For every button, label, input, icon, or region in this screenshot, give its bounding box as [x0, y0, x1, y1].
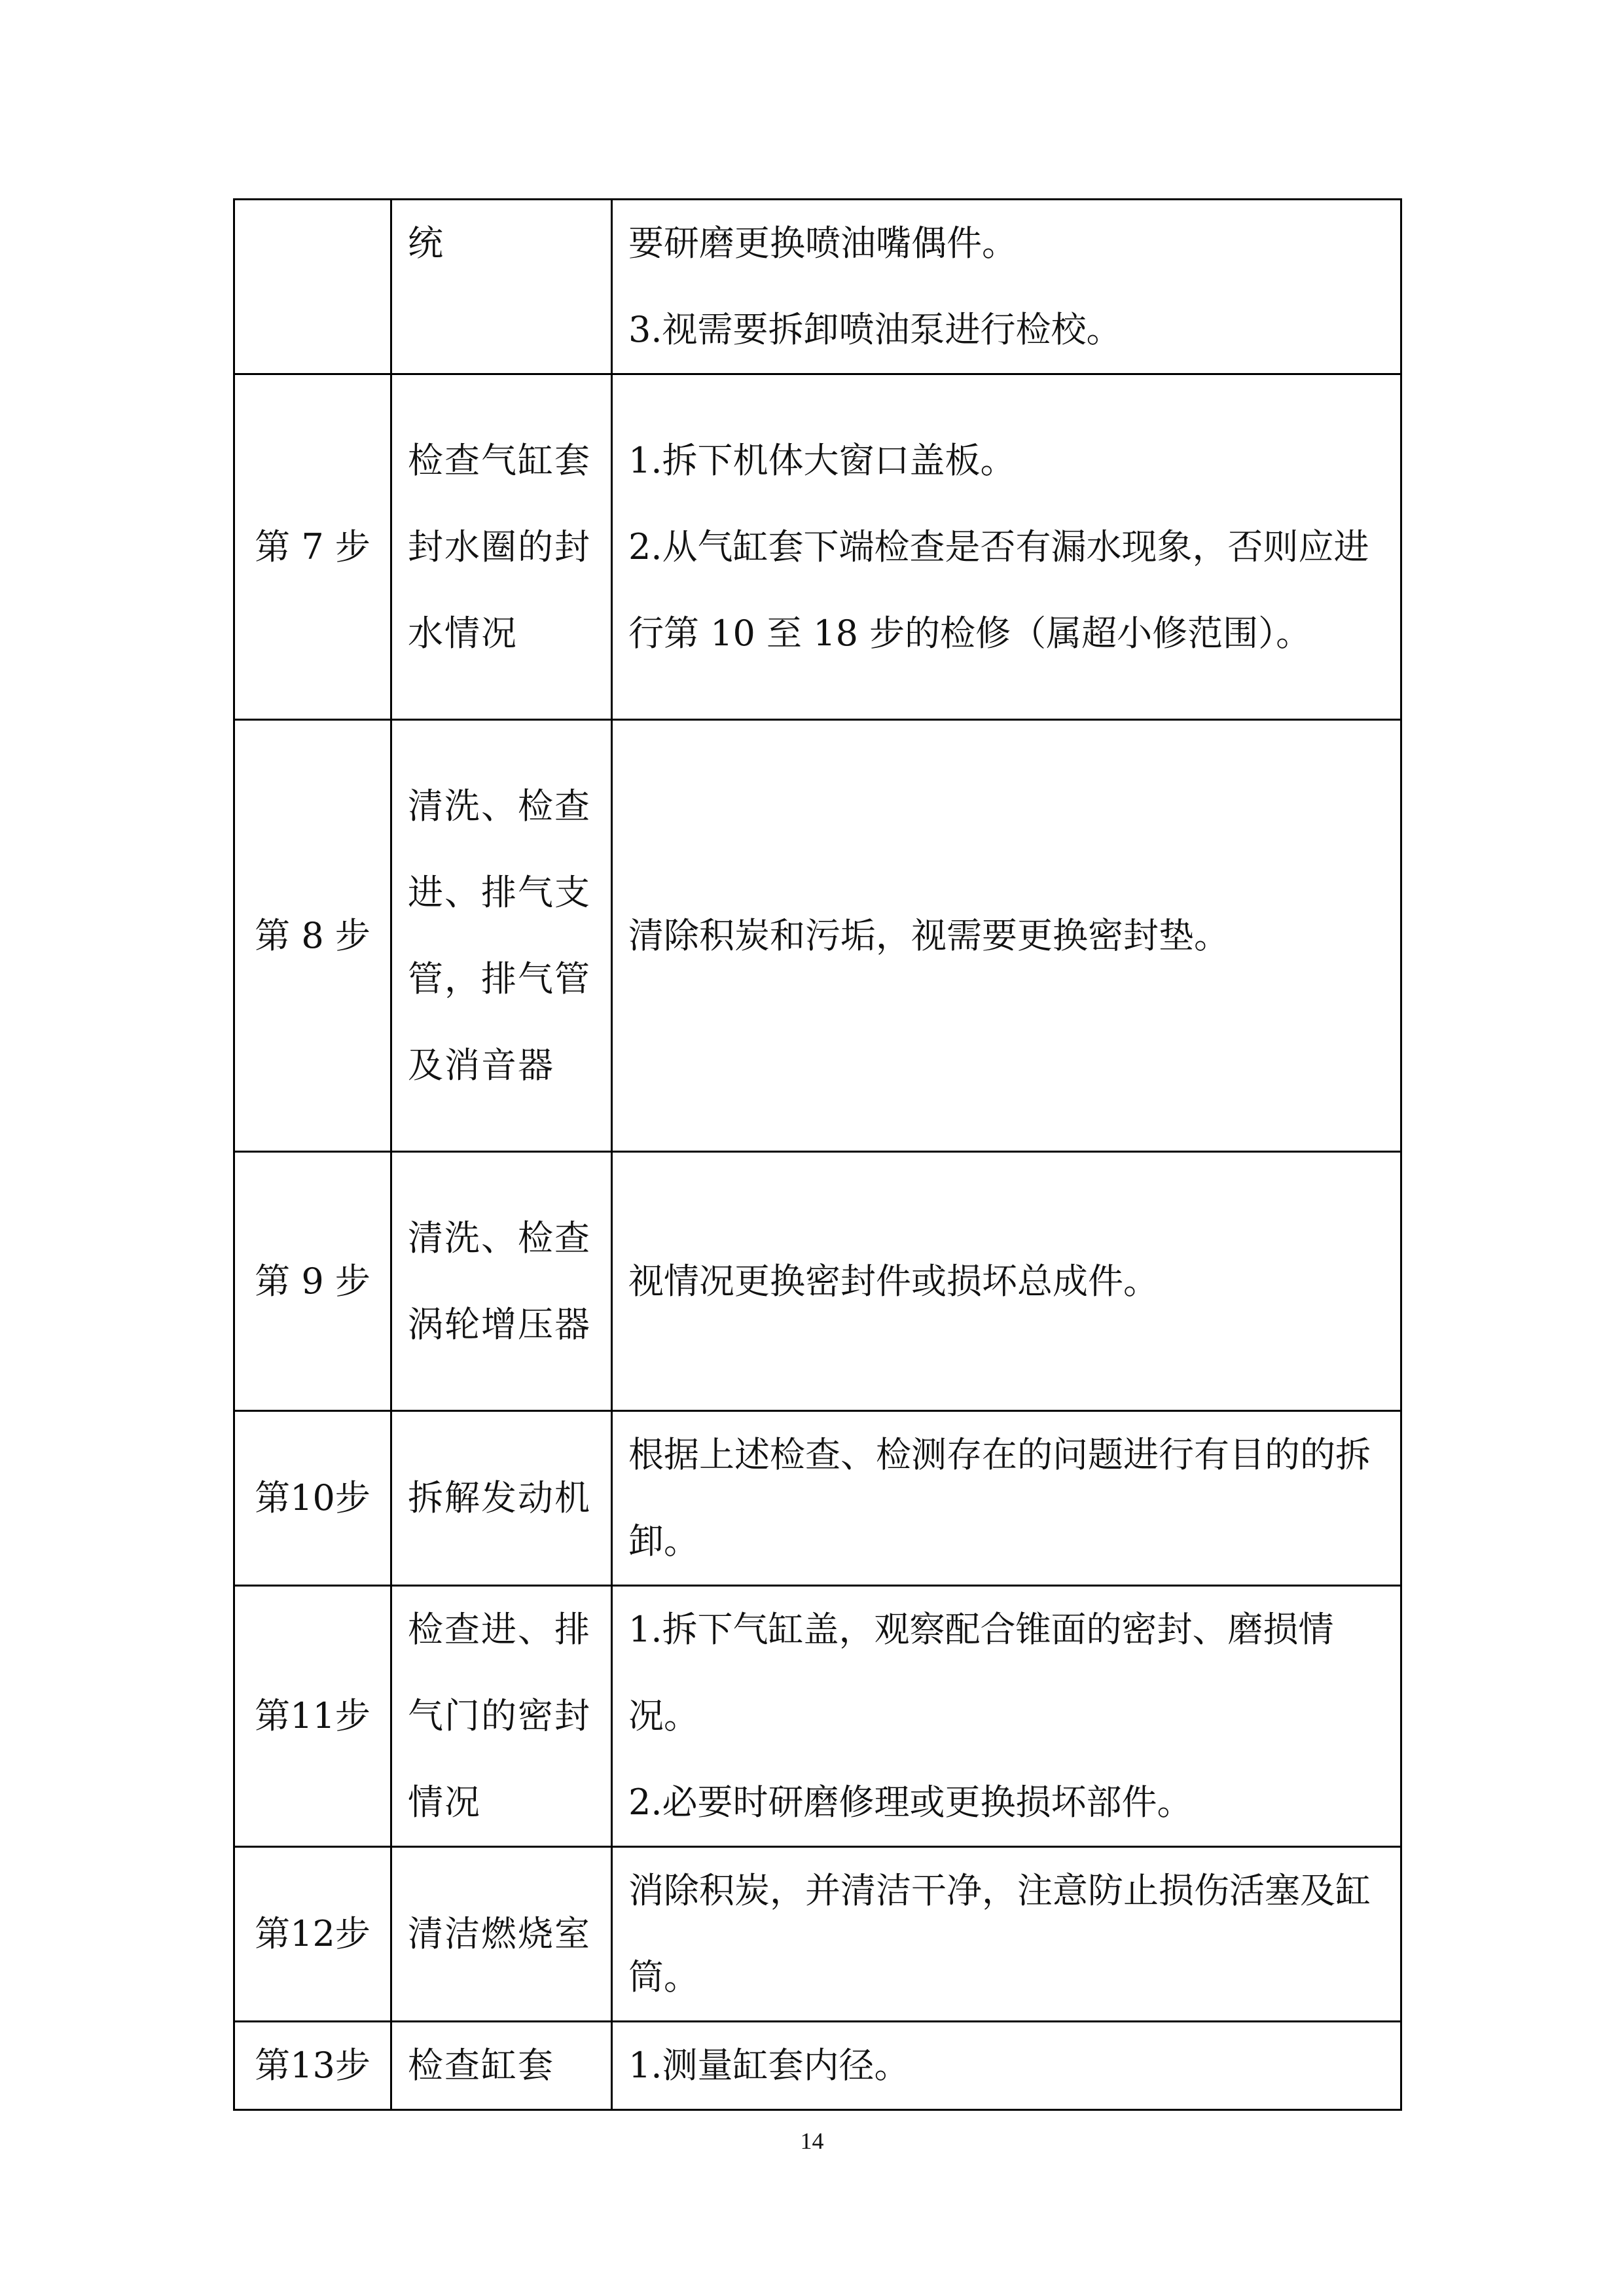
- item-cell: 统: [391, 200, 612, 374]
- content-cell: [612, 1586, 1401, 1847]
- item-cell: 检查缸套: [391, 2022, 612, 2110]
- content-line: 2.必要时研磨修理或更换损坏部件。: [628, 1782, 1193, 1823]
- content-cell: [612, 374, 1401, 720]
- item-cell: 清洁燃烧室: [391, 1847, 612, 2022]
- item-cell: 拆解发动机: [391, 1411, 612, 1586]
- step-cell: [234, 200, 391, 374]
- table-row: [234, 1152, 1401, 1411]
- table-row: [234, 1411, 1401, 1586]
- content-line: 清除积炭和污垢，视需要更换密封垫。: [628, 914, 1229, 956]
- step-cell: 第13步: [234, 2022, 391, 2110]
- table-row: [234, 720, 1401, 1152]
- content-line: 1.拆下机体大窗口盖板。: [628, 439, 1016, 481]
- content-line: 根据上述检查、检测存在的问题进行有目的的拆卸。: [628, 1434, 1371, 1562]
- content-line: 1.拆下气缸盖，观察配合锥面的密封、磨损情况。: [628, 1609, 1334, 1736]
- content-cell: [612, 200, 1401, 374]
- step-cell: 第11步: [234, 1586, 391, 1847]
- content-cell: [612, 2022, 1401, 2110]
- item-cell: 清洗、检查涡轮增压器: [391, 1152, 612, 1411]
- content-line: 消除积炭，并清洁干净，注意防止损伤活塞及缸筒。: [628, 1870, 1371, 1998]
- content-line: 视情况更换密封件或损坏总成件。: [628, 1260, 1159, 1302]
- page-number: 14: [800, 2128, 824, 2154]
- step-cell: 第10步: [234, 1411, 391, 1586]
- content-cell: [612, 720, 1401, 1152]
- item-cell: 检查进、排气门的密封情况: [391, 1586, 612, 1847]
- content-line: 1.测量缸套内径。: [628, 2045, 910, 2086]
- content-line: 3.视需要拆卸喷油泵进行检校。: [628, 309, 1122, 350]
- step-cell: 第 9 步: [234, 1152, 391, 1411]
- content-line: 要研磨更换喷油嘴偶件。: [628, 223, 1017, 264]
- item-cell: 检查气缸套封水圈的封水情况: [391, 374, 612, 720]
- table-row: [234, 2022, 1401, 2110]
- content-cell: [612, 1152, 1401, 1411]
- step-cell: 第 8 步: [234, 720, 391, 1152]
- table-row: [234, 1847, 1401, 2022]
- step-cell: 第 7 步: [234, 374, 391, 720]
- table-row: [234, 1586, 1401, 1847]
- content-line: 2.从气缸套下端检查是否有漏水现象，否则应进行第 10 至 18 步的检修（属超小修范围）。: [628, 526, 1369, 654]
- step-cell: 第12步: [234, 1847, 391, 2022]
- content-cell: [612, 1847, 1401, 2022]
- item-cell: 清洗、检查进、排气支管，排气管及消音器: [391, 720, 612, 1152]
- content-cell: [612, 1411, 1401, 1586]
- table-row: [234, 374, 1401, 720]
- maintenance-steps-table: [233, 198, 1402, 2111]
- table-row: [234, 200, 1401, 374]
